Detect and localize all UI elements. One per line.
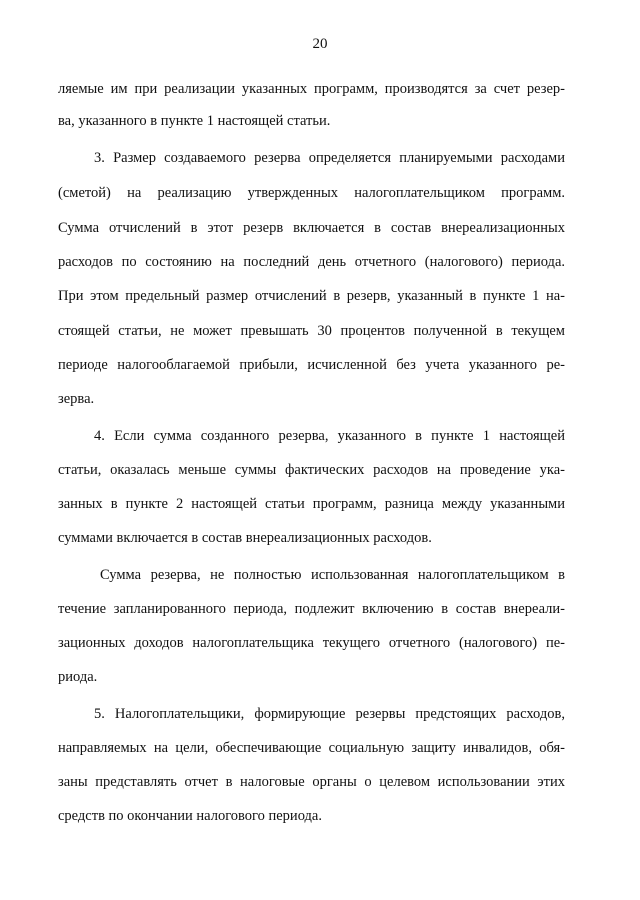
paragraph-line: Сумма резерва, не полностью использованная налогоплательщиком в xyxy=(100,567,565,583)
paragraph-line: 5. Налогоплательщики, формирующие резервы предстоящих расходов, xyxy=(94,706,565,722)
paragraph-line: суммами включается в состав внереализационных расходов. xyxy=(58,530,432,546)
paragraph-line: зерва. xyxy=(58,391,95,407)
paragraph-line: стоящей статьи, не может превышать 30 процентов полученной в текущем xyxy=(58,323,565,339)
paragraph-line: 3. Размер создаваемого резерва определяется планируемыми расходами xyxy=(94,150,565,166)
page-number: 20 xyxy=(312,36,328,52)
paragraph-line: зационных доходов налогоплательщика текущего отчетного (налогового) пе- xyxy=(58,635,565,651)
paragraph-line: Сумма отчислений в этот резерв включается в состав внереализационных xyxy=(58,220,565,236)
paragraph-line: риода. xyxy=(58,669,98,685)
paragraph-line: ва, указанного в пункте 1 настоящей статьи. xyxy=(58,113,331,129)
paragraph-line: 4. Если сумма созданного резерва, указанного в пункте 1 настоящей xyxy=(94,428,565,444)
paragraph-line: ляемые им при реализации указанных программ, производятся за счет резер- xyxy=(58,81,565,97)
paragraph-line: При этом предельный размер отчислений в резерв, указанный в пункте 1 на- xyxy=(58,288,565,304)
paragraph-line: расходов по состоянию на последний день отчетного (налогового) периода. xyxy=(58,254,565,270)
paragraph-line: (сметой) на реализацию утвержденных налогоплательщиком программ. xyxy=(58,185,565,201)
paragraph-line: направляемых на цели, обеспечивающие социальную защиту инвалидов, обя- xyxy=(58,740,565,756)
paragraph-line: периоде налогооблагаемой прибыли, исчисленной без учета указанного ре- xyxy=(58,357,565,373)
paragraph-line: средств по окончании налогового периода. xyxy=(58,808,322,824)
paragraph-line: течение запланированного периода, подлежит включению в состав внереали- xyxy=(58,601,565,617)
paragraph-line: занных в пункте 2 настоящей статьи программ, разница между указанными xyxy=(58,496,565,512)
paragraph-line: заны представлять отчет в налоговые органы о целевом использовании этих xyxy=(58,774,565,790)
paragraph-line: статьи, оказалась меньше суммы фактических расходов на проведение ука- xyxy=(58,462,565,478)
